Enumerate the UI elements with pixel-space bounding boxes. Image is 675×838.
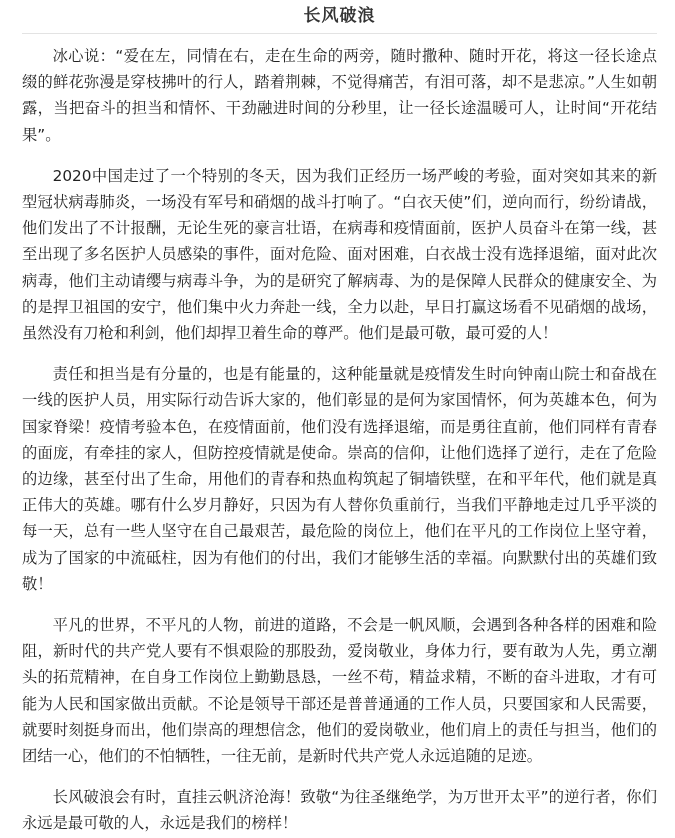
- title-divider: [22, 33, 657, 34]
- article-paragraph-5: 长风破浪会有时，直挂云帆济沧海！致敬“为往圣继绝学，为万世开太平”的逆行者，你们永远是最可敬的人，永远是我们的榜样！: [22, 788, 657, 833]
- article-paragraph-4: 平凡的世界，不平凡的人物，前进的道路，不会是一帆风顺，会遇到各种各样的困难和险阻，新时代的共产党人要有不惧艰险的那股劲，爱岗敬业，身体力行，要有敢为人先，勇立潮头的拓荒精神，在自身工作岗位上勤勤恳恳，一丝不苟，精益求精，不断的奋斗进取，才有可能为人民和国家做出贡献。不论是领导干部还是普普通通的工作人员，只要国家和人民需要，就要时刻挺身而出，他们崇高的理想信念，他们的爱岗敬业，他们肩上的责任与担当，他们的团结一心，他们的不怕牺牲，一往无前，是新时代共产党人永远追随的足迹。: [22, 616, 657, 766]
- article-paragraph-1: 冰心说：“爱在左，同情在右，走在生命的两旁，随时撒种、随时开花，将这一径长途点缀的鲜花弥漫是穿枝拂叶的行人，踏着荆棘，不觉得痛苦，有泪可落，却不是悲凉。”人生如朝露，当把奋斗的担当和情怀、干劲融进时间的分秒里，让一径长途温暖可人，让时间“开花结果”。: [22, 47, 657, 144]
- article-paragraph-3: 责任和担当是有分量的，也是有能量的，这种能量就是疫情发生时向钟南山院士和奋战在一线的医护人员，用实际行动告诉大家的，他们彰显的是何为家国情怀，何为英雄本色，何为国家脊梁！疫情考验本色，在疫情面前，他们没有选择退缩，而是勇往直前，他们同样有青春的面庞，有牵挂的家人，但防控疫情就是使命。崇高的信仰，让他们选择了逆行，走在了危险的边缘，甚至付出了生命，用他们的青春和热血构筑起了铜墙铁壁，在和平年代，他们就是真正伟大的英雄。哪有什么岁月静好，只因为有人替你负重前行，当我们平静地走过几乎平淡的每一天，总有一些人坚守在自己最艰苦，最危险的岗位上，他们在平凡的工作岗位上坚守着，成为了国家的中流砥柱，因为有他们的付出，我们才能够生活的幸福。向默默付出的英雄们致敬！: [22, 365, 657, 593]
- article-title: 长风破浪: [303, 6, 376, 26]
- article-paragraph-2: 2020中国走过了一个特别的冬天，因为我们正经历一场严峻的考验，面对突如其来的新型冠状病毒肺炎，一场没有军号和硝烟的战斗打响了。“白衣天使”们，逆向而行，纷纷请战，他们发出了不计报酬，无论生死的豪言壮语，在病毒和疫情面前，医护人员奋斗在第一线，甚至出现了多名医护人员感染的事件，面对危险、面对困难，白衣战士没有选择退缩，面对此次病毒，他们主动请缨与病毒斗争，为的是研究了解病毒、为的是保障人民群众的健康安全、为的是捍卫祖国的安宁，他们集中火力奔赴一线，全力以赴，早日打赢这场看不见硝烟的战场，虽然没有刀枪和利剑，他们却捍卫着生命的尊严。他们是最可敬，最可爱的人！: [22, 166, 657, 343]
